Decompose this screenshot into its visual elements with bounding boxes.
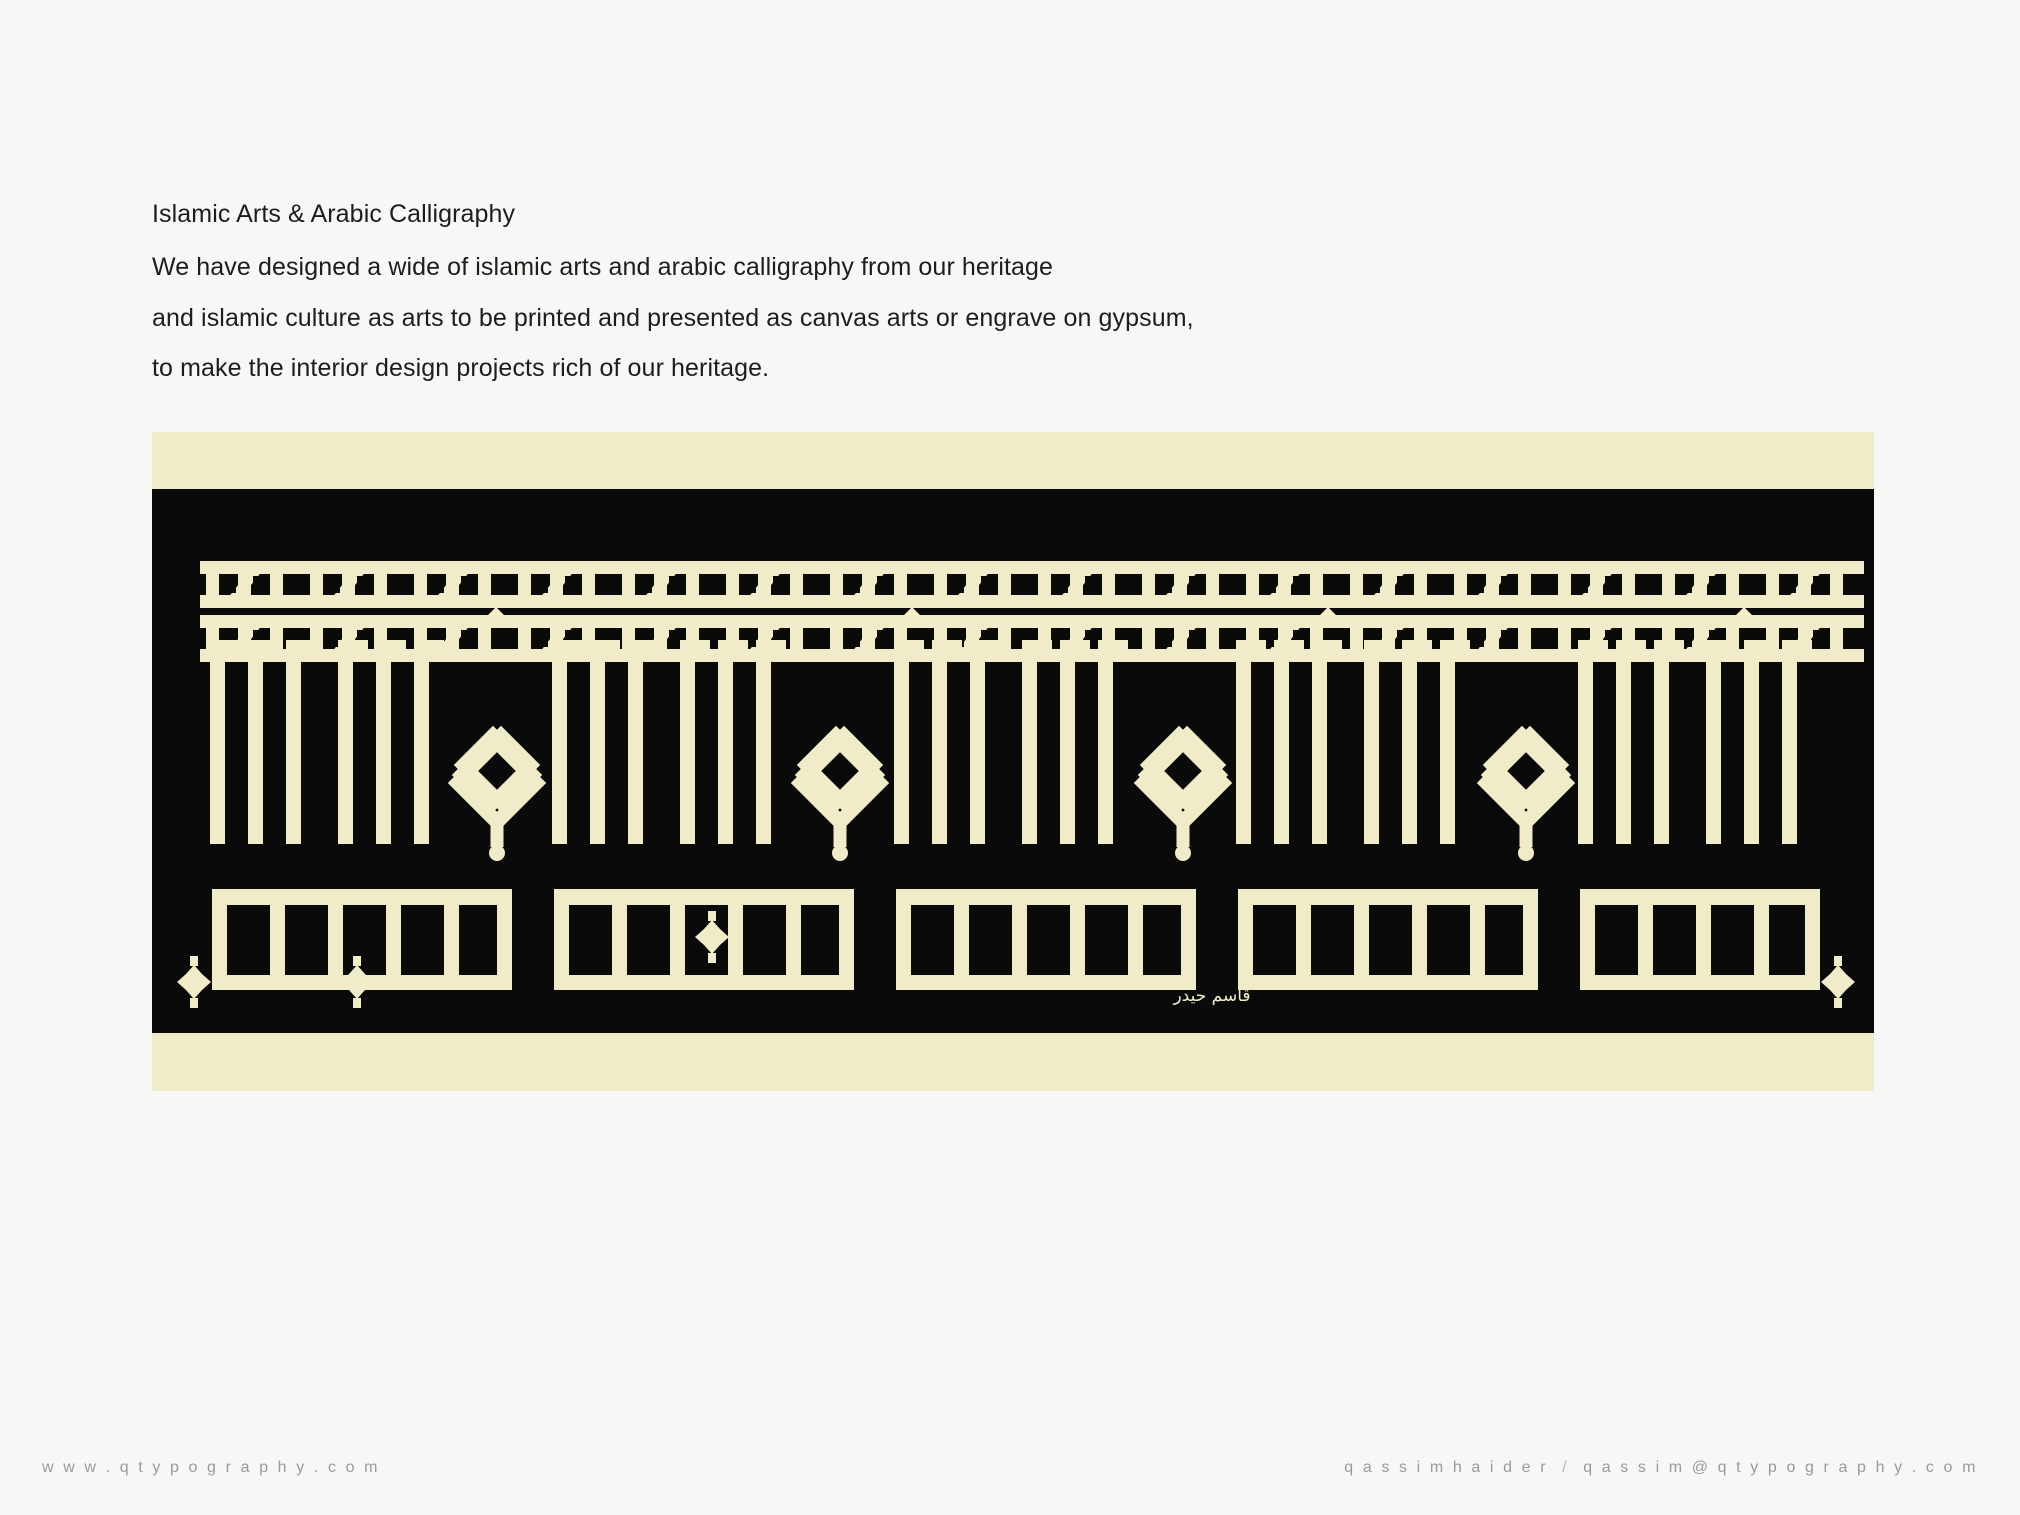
intro-line-1: We have designed a wide of islamic arts and arabic calligraphy from our heritage [152,252,1054,281]
artwork-signature: قاسم حيدر [1173,986,1251,1006]
footer-author: q a s s i m h a i d e r [1344,1459,1549,1476]
intro-text-block [152,200,1552,405]
footer-credits [1344,1459,1978,1477]
kufic-baseline-band [212,889,1820,990]
page-title: Islamic Arts & Arabic Calligraphy [152,200,516,228]
intro-line-3: to make the interior design projects rich of our heritage. [152,354,770,383]
footer-separator: / [1562,1459,1570,1476]
intro-line-2: and islamic culture as arts to be printed and presented as canvas arts or engrave on gypsum, [152,303,1194,332]
artwork-date-stamp: ١٤٣٥ [630,975,664,993]
knot-medallions [457,735,1566,861]
footer-website[interactable]: w w w . q t y p o g r a p h y . c o m [42,1459,381,1476]
artwork-frame [152,432,1874,1091]
artwork-canvas [152,489,1874,1033]
footer-email[interactable]: q a s s i m @ q t y p o g r a p h y . c o m [1583,1459,1978,1476]
kufic-calligraphy-illustration [152,489,1874,1033]
kufic-vertical-stems [210,640,1812,844]
